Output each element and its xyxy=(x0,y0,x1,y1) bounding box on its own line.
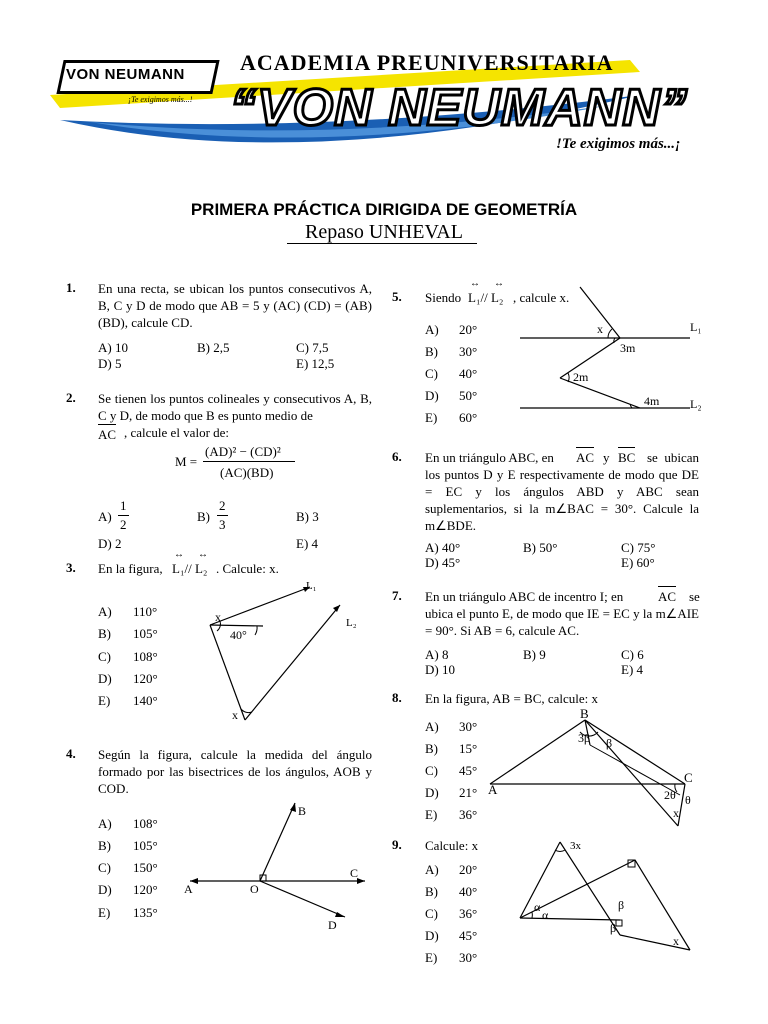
fraction-bar xyxy=(217,515,228,516)
q8-option: A) xyxy=(425,719,439,734)
q9-value: 45° xyxy=(459,928,478,943)
q5-text-1: Siendo xyxy=(425,290,462,305)
q4-option: A) xyxy=(98,816,112,831)
q9-text: Calcule: x xyxy=(425,838,479,853)
q3-value: 120° xyxy=(133,671,158,686)
q4-fig-d: D xyxy=(328,918,337,932)
q4-option: C) xyxy=(98,860,111,875)
fraction-bar xyxy=(118,515,129,516)
q4-fig-a: A xyxy=(184,882,193,896)
academy-name: “VON NEUMANN” xyxy=(230,79,688,137)
q4-value: 135° xyxy=(133,905,158,920)
q5-fig-x: x xyxy=(597,322,603,336)
logo-text: VON NEUMANN xyxy=(66,66,185,83)
arrow-icon: ↔ xyxy=(470,278,480,289)
arrow-icon: ↔ xyxy=(174,549,184,560)
q4-value: 108° xyxy=(133,816,158,831)
q8-value: 30° xyxy=(459,719,478,734)
q1-option: C) 7,5 xyxy=(296,340,329,355)
q9-value: 36° xyxy=(459,906,478,921)
q8-option: B) xyxy=(425,741,438,756)
slogan: !Te exigimos más...¡ xyxy=(556,136,681,152)
q3-fig-x: x xyxy=(215,610,221,624)
q5-fig-3m: 3m xyxy=(620,341,636,355)
q3-option: A) xyxy=(98,604,112,619)
q8-fig-x: x xyxy=(673,806,679,820)
q9-number: 9. xyxy=(392,837,402,852)
q3-value: 108° xyxy=(133,649,158,664)
q4-value: 150° xyxy=(133,860,158,875)
q8-text: En la figura, AB = BC, calcule: x xyxy=(425,691,599,706)
academy-title: ACADEMIA PREUNIVERSITARIA xyxy=(240,50,614,75)
q8-fig-theta: θ xyxy=(685,793,691,807)
q6-seg1: AC xyxy=(576,447,594,466)
q3-option: E) xyxy=(98,693,111,708)
q8-value: 15° xyxy=(459,741,478,756)
q6-mid: y xyxy=(603,450,610,465)
arrow-icon: ↔ xyxy=(198,549,208,560)
q5-fig-4m: 4m xyxy=(644,394,660,408)
q3-option: C) xyxy=(98,649,111,664)
q1-number: 1. xyxy=(66,280,76,295)
q2-option-d: D) 2 xyxy=(98,536,122,551)
q1-option: A) 10 xyxy=(98,340,128,355)
q8-value: 21° xyxy=(459,785,478,800)
q2-b-den: 3 xyxy=(219,517,226,532)
q8-value: 45° xyxy=(459,763,478,778)
q1-option: B) 2,5 xyxy=(197,340,230,355)
q5-option: C) xyxy=(425,366,438,381)
q9-option: E) xyxy=(425,950,438,965)
q4-text: Según la figura, calcule la medida del ángulo formado por las bisectrices de los ángulos, AOB y COD. xyxy=(98,747,372,796)
q2-a-num: 1 xyxy=(120,498,127,513)
q7-option: E) 4 xyxy=(621,662,644,677)
q9-value: 30° xyxy=(459,950,478,965)
q9-fig-beta: β xyxy=(618,898,625,912)
q9-fig-x: x xyxy=(673,934,679,948)
q5-fig-l1: L₁ xyxy=(690,320,702,334)
q8-fig-a: A xyxy=(488,782,498,797)
q3-value: 140° xyxy=(133,693,158,708)
q4-fig-o: O xyxy=(250,882,259,896)
q9-fig-alpha-2: α xyxy=(542,908,549,922)
q2-text: Se tienen los puntos colineales y consecutivos A, B, C y D, de modo que B es punto medio de xyxy=(98,391,372,423)
q6-option: A) 40° xyxy=(425,540,461,555)
q3-lines: L₁// L₂ xyxy=(172,561,208,576)
q8-option: C) xyxy=(425,763,438,778)
q2-formula-num: (AD)² − (CD)² xyxy=(205,444,281,459)
q5-value: 60° xyxy=(459,410,478,425)
q3-text-1: En la figura, xyxy=(98,561,163,576)
q3-option: D) xyxy=(98,671,112,686)
q3-option: B) xyxy=(98,626,111,641)
q6-option: B) 50° xyxy=(523,540,558,555)
q6-text: En un triángulo ABC, en xyxy=(425,450,554,465)
q5-option: B) xyxy=(425,344,438,359)
q3-fig-x2: x xyxy=(232,708,238,722)
q7-option: A) 8 xyxy=(425,647,449,662)
q7-text-2: se ubica el punto E, de modo que IE = EC y la m∠AIE = 90°. Si AB = 6, calcule AC. xyxy=(425,589,700,638)
page-subtitle: Repaso UNHEVAL xyxy=(305,221,463,243)
q4-option: E) xyxy=(98,905,111,920)
q9-value: 20° xyxy=(459,862,478,877)
q1-text: En una recta, se ubican los puntos consecutivos A, B, C y D de modo que AB = 5 y (AC) (CD) = (AB) (BD), calcule CD. xyxy=(98,281,372,330)
q2-option-c: B) 3 xyxy=(296,509,319,524)
q5-option: E) xyxy=(425,410,438,425)
q4-fig-b: B xyxy=(298,804,307,818)
q6-option: E) 60° xyxy=(621,555,655,570)
q3-number: 3. xyxy=(66,560,76,575)
q6-option: C) 75° xyxy=(621,540,656,555)
q1-option: E) 12,5 xyxy=(296,356,335,371)
q2-a-den: 2 xyxy=(120,517,127,532)
q7-text: En un triángulo ABC de incentro I; en xyxy=(425,589,624,604)
q5-value: 50° xyxy=(459,388,478,403)
arrow-icon: ↔ xyxy=(494,278,504,289)
logo-slogan: ¡Te exigimos más...! xyxy=(128,95,193,104)
q9-fig-3x: 3x xyxy=(570,840,581,852)
fraction-bar xyxy=(203,461,295,462)
q4-fig-c: C xyxy=(350,866,359,880)
q8-fig-beta: β xyxy=(606,736,613,750)
q2-option-a: A) xyxy=(98,509,112,524)
q9-fig-beta-2: β xyxy=(610,921,617,935)
q9-value: 40° xyxy=(459,884,478,899)
q5-fig-2m: 2m xyxy=(573,370,589,384)
q3-figure xyxy=(195,575,375,735)
q4-figure xyxy=(185,795,375,935)
q6-text-2: se ubican los puntos D y E respectivamente de modo que DE = EC y los ángulos ABD y ABC sean suplementarios, si la m∠BAC = 30°. Calcule la m∠BDE. xyxy=(425,450,699,533)
q3-fig-l2: L₂ xyxy=(346,617,357,629)
q5-value: 40° xyxy=(459,366,478,381)
q2-b-num: 2 xyxy=(219,498,226,513)
q5-value: 20° xyxy=(459,322,478,337)
q8-fig-c: C xyxy=(684,770,693,785)
q7-option: C) 6 xyxy=(621,647,644,662)
q8-fig-2theta: 2θ xyxy=(664,788,676,802)
q5-lines: L₁// L₂ xyxy=(468,290,504,305)
q7-option: B) 9 xyxy=(523,647,546,662)
q5-figure xyxy=(510,280,710,420)
q2-formula-lhs: M = xyxy=(175,454,198,469)
q4-option: B) xyxy=(98,838,111,853)
q3-value: 105° xyxy=(133,626,158,641)
q2-text-2: , calcule el valor de: xyxy=(124,425,230,440)
q8-fig-3beta: 3β xyxy=(578,731,591,745)
q7-number: 7. xyxy=(392,588,402,603)
q9-option: C) xyxy=(425,906,438,921)
q6-option: D) 45° xyxy=(425,555,461,570)
q9-figure xyxy=(510,830,700,960)
q3-fig-l1: L₁ xyxy=(306,580,317,592)
page-title: PRIMERA PRÁCTICA DIRIGIDA DE GEOMETRÍA xyxy=(190,200,578,219)
q7-option: D) 10 xyxy=(425,662,455,677)
q2-option-e: E) 4 xyxy=(296,536,319,551)
q8-value: 36° xyxy=(459,807,478,822)
q5-value: 30° xyxy=(459,344,478,359)
q9-fig-alpha: α xyxy=(534,900,541,914)
q9-option: D) xyxy=(425,928,439,943)
q8-option: D) xyxy=(425,785,439,800)
q6-seg2: BC xyxy=(618,447,635,466)
q8-number: 8. xyxy=(392,690,402,705)
q1-option: D) 5 xyxy=(98,356,122,371)
q3-value: 110° xyxy=(133,604,158,619)
q9-option: A) xyxy=(425,862,439,877)
subtitle-underline xyxy=(287,243,477,244)
q6-number: 6. xyxy=(392,449,402,464)
q5-option: A) xyxy=(425,322,439,337)
q5-number: 5. xyxy=(392,289,402,304)
q3-text-2: . Calcule: x. xyxy=(216,561,279,576)
q8-fig-b: B xyxy=(580,706,589,721)
q5-fig-l2: L₂ xyxy=(690,397,702,411)
q2-number: 2. xyxy=(66,390,76,405)
q9-option: B) xyxy=(425,884,438,899)
q5-text-2: , calcule x. xyxy=(513,290,570,305)
q4-value: 120° xyxy=(133,882,158,897)
q2-formula-den: (AC)(BD) xyxy=(220,465,274,480)
q2-option-b: B) xyxy=(197,509,210,524)
q4-number: 4. xyxy=(66,746,76,761)
q5-option: D) xyxy=(425,388,439,403)
q8-option: E) xyxy=(425,807,438,822)
q4-option: D) xyxy=(98,882,112,897)
q2-segment: AC xyxy=(98,424,116,443)
q7-seg: AC xyxy=(658,586,676,605)
q4-value: 105° xyxy=(133,838,158,853)
q3-fig-angle: 40° xyxy=(230,628,247,642)
